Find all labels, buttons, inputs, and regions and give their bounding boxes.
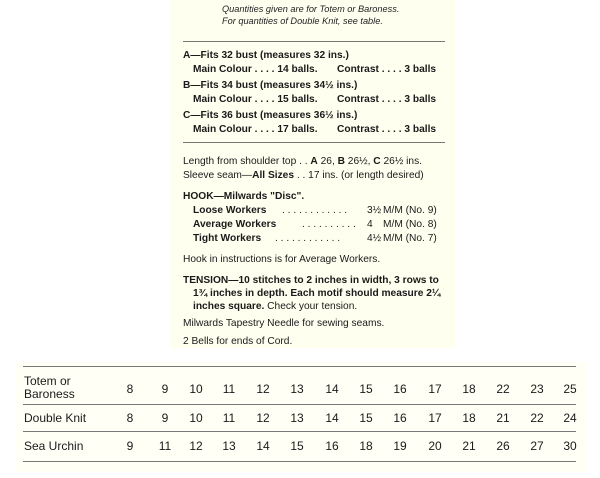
table-cell: 12 [189, 439, 203, 453]
table-cell: 27 [530, 439, 544, 453]
hook-title: HOOK—Milwards "Disc". [183, 191, 305, 202]
hook-row-size: 4 [367, 219, 373, 230]
sleeve-all-sizes: All Sizes [252, 170, 294, 181]
hook-row-unit: M/M (No. 9) [383, 205, 437, 216]
table-cell: 19 [393, 439, 407, 453]
table-cell: 15 [359, 411, 373, 425]
table-cell: 11 [222, 382, 236, 396]
hook-row-dots: . . . . . . . . . . [302, 219, 356, 230]
table-cell: 24 [563, 411, 577, 425]
table-cell: 16 [393, 382, 407, 396]
length-a-value: 26, [317, 156, 338, 167]
table-cell: 12 [256, 382, 270, 396]
hook-row-unit: M/M (No. 8) [383, 219, 437, 230]
table-cell: 21 [496, 411, 510, 425]
table-cell: 22 [496, 382, 510, 396]
table-cell: 30 [563, 439, 577, 453]
table-cell: 17 [428, 382, 442, 396]
tension-line3-bold: inches square. [193, 301, 265, 312]
table-cell: 20 [428, 439, 442, 453]
hook-row-label: Average Workers [193, 219, 277, 230]
size-b-main: Main Colour . . . . 15 balls. [193, 94, 318, 105]
table-cell: 9 [161, 382, 169, 396]
size-c-contrast: Contrast . . . . 3 balls [337, 124, 437, 135]
size-a-main: Main Colour . . . . 14 balls. [193, 64, 318, 75]
table-cell: 17 [428, 411, 442, 425]
table-cell: 13 [290, 411, 304, 425]
length-a-label: A [310, 156, 318, 167]
row-label-line2: Baroness [24, 387, 75, 401]
hook-row-label: Loose Workers [193, 205, 267, 216]
hook-row-unit: M/M (No. 7) [383, 233, 437, 244]
row-label-line1: Totem or [24, 374, 71, 388]
table-cell: 18 [462, 382, 476, 396]
hook-note: Hook in instructions is for Average Workers. [183, 254, 381, 265]
divider [183, 142, 445, 143]
table-cell: 15 [290, 439, 304, 453]
yarn-note-line2: For quantities of Double Knit, see table. [222, 15, 383, 26]
length-line [183, 156, 422, 168]
table-cell: 26 [496, 439, 510, 453]
table-cell: 8 [126, 411, 134, 425]
table-cell: 16 [325, 439, 339, 453]
table-cell: 10 [189, 411, 203, 425]
table-rule-bottom [23, 461, 576, 462]
length-prefix: Length from shoulder top . . [183, 156, 311, 167]
table-cell: 23 [530, 382, 544, 396]
bells-note: 2 Bells for ends of Cord. [183, 336, 293, 347]
table-cell: 11 [158, 439, 172, 453]
hook-row-label: Tight Workers [193, 233, 262, 244]
sleeve-line [183, 170, 424, 182]
table-cell: 21 [462, 439, 476, 453]
tension-line2: 1¾ inches in depth. Each motif should measure 2¼ [193, 288, 441, 299]
table-cell: 12 [256, 411, 270, 425]
needle-note: Milwards Tapestry Needle for sewing seams. [183, 318, 385, 329]
table-cell: 9 [126, 439, 134, 453]
table-cell: 22 [530, 411, 544, 425]
yarn-note [182, 4, 442, 27]
length-b-value: 26½, [344, 156, 374, 167]
length-c-label: C [373, 156, 381, 167]
table-row-label [24, 375, 75, 401]
table-rule-top [23, 366, 576, 367]
length-b-label: B [337, 156, 345, 167]
table-cell: 14 [325, 411, 339, 425]
divider [183, 41, 445, 42]
tension-line1: TENSION—10 stitches to 2 inches in width, 3 rows to [183, 275, 439, 286]
hook-row-dots: . . . . . . . . . . . . [275, 233, 341, 244]
table-cell: 16 [393, 411, 407, 425]
table-rule [23, 404, 576, 405]
table-cell: 15 [359, 382, 373, 396]
table-rule [23, 431, 576, 432]
sleeve-prefix: Sleeve seam— [183, 170, 253, 181]
table-cell: 13 [290, 382, 304, 396]
tension-line3-rest: Check your tension. [264, 301, 358, 312]
table-row-label: Sea Urchin [24, 439, 84, 453]
size-a-contrast: Contrast . . . . 3 balls [337, 64, 437, 75]
table-cell: 10 [189, 382, 203, 396]
table-row-label: Double Knit [24, 411, 87, 425]
tension-line3 [193, 301, 357, 313]
table-cell: 14 [256, 439, 270, 453]
size-a-fits: A—Fits 32 bust (measures 32 ins.) [183, 50, 349, 61]
sleeve-suffix: . . 17 ins. (or length desired) [294, 170, 424, 181]
table-cell: 11 [222, 411, 236, 425]
yarn-note-line1: Quantities given are for Totem or Baroness. [222, 4, 400, 14]
table-cell: 25 [563, 382, 577, 396]
size-b-fits: B—Fits 34 bust (measures 34½ ins.) [183, 80, 358, 91]
table-cell: 18 [359, 439, 373, 453]
hook-row-size: 3½ [367, 205, 382, 216]
size-c-main: Main Colour . . . . 17 balls. [193, 124, 318, 135]
size-c-fits: C—Fits 36 bust (measures 36½ ins.) [183, 110, 358, 121]
table-cell: 8 [126, 382, 134, 396]
size-b-contrast: Contrast . . . . 3 balls [337, 94, 437, 105]
table-cell: 18 [462, 411, 476, 425]
table-cell: 13 [222, 439, 236, 453]
table-cell: 14 [325, 382, 339, 396]
hook-row-size: 4½ [367, 233, 382, 244]
hook-row-dots: . . . . . . . . . . . . [282, 205, 348, 216]
table-cell: 9 [161, 411, 169, 425]
length-c-value: 26½ ins. [380, 156, 422, 167]
